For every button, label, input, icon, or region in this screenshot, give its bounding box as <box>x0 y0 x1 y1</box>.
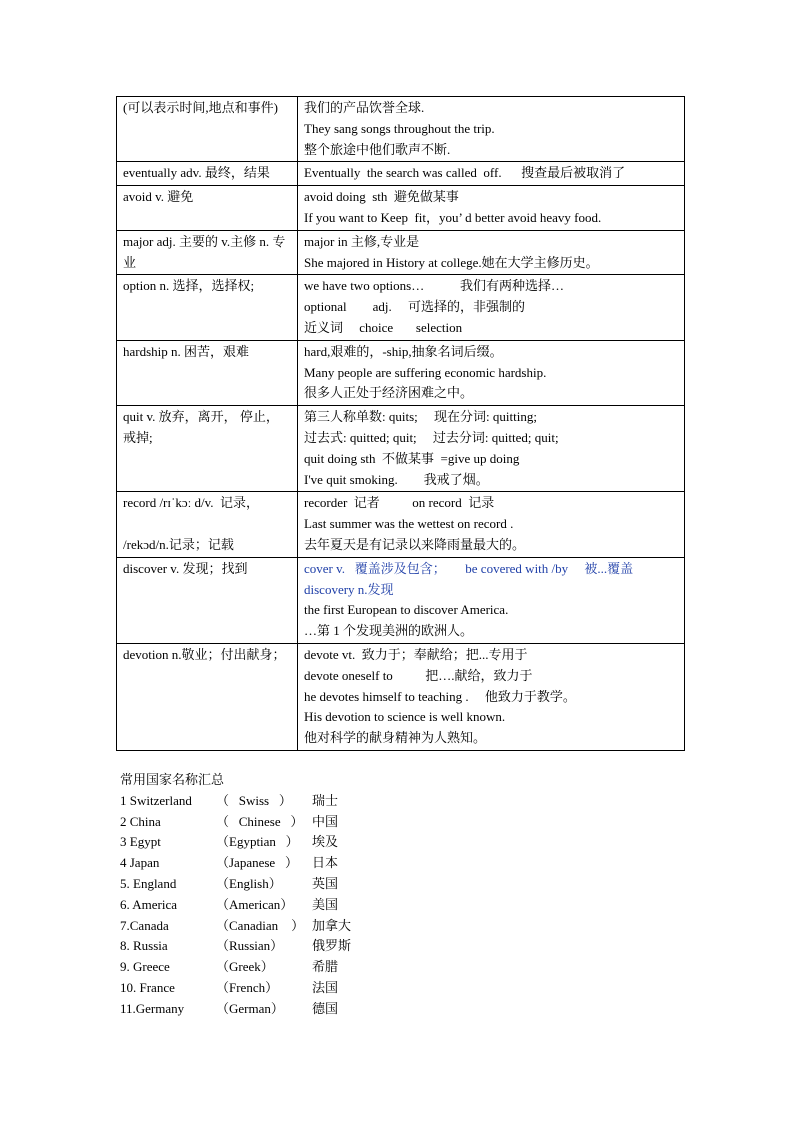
vocab-note-line: major in 主修,专业是 <box>304 233 420 249</box>
vocab-note-line: I've quit smoking. 我戒了烟。 <box>304 471 489 487</box>
vocab-note-line: discovery n.发现 <box>304 581 394 597</box>
vocab-word-line: record /rɪˈkɔː d/v. 记录， <box>123 495 259 511</box>
vocab-row <box>117 230 685 275</box>
vocab-notes-cell <box>298 406 685 492</box>
country-names-section <box>120 770 352 1020</box>
country-chinese-name: 中国 <box>312 813 339 829</box>
vocab-word-line: major adj. 主要的 v.主修 n. 专业 <box>123 233 286 270</box>
vocab-note-line: …第 1 个发现美洲的欧洲人。 <box>304 623 474 639</box>
country-english-name: 7.Canada <box>120 917 169 933</box>
vocab-word-cell <box>117 557 298 643</box>
vocab-notes-cell <box>298 230 685 275</box>
vocab-word-cell <box>117 406 298 492</box>
country-adjective: （Canadian ） <box>216 917 305 933</box>
vocab-notes-cell <box>298 97 685 162</box>
country-names-title: 常用国家名称汇总 <box>120 772 225 787</box>
vocab-note-line: the first European to discover America. <box>304 602 509 618</box>
country-row <box>120 957 339 978</box>
country-row <box>120 916 352 937</box>
vocab-word-line: eventually adv. 最终，结果 <box>123 165 270 181</box>
vocab-word-line: /rekɔd/n.记录；记载 <box>123 536 234 552</box>
vocab-note-line: Many people are suffering economic hardship. <box>304 364 547 380</box>
country-adjective: （Greek） <box>216 959 274 975</box>
vocab-notes-cell <box>298 643 685 750</box>
vocab-note-line: 他对科学的献身精神为人熟知。 <box>304 730 487 746</box>
vocab-note-line: hard,艰难的，-ship,抽象名词后缀。 <box>304 343 503 359</box>
country-adjective: （ Swiss ） <box>216 792 292 808</box>
vocab-row <box>117 643 685 750</box>
country-english-name: 2 China <box>120 813 161 829</box>
country-chinese-name: 美国 <box>312 896 339 912</box>
country-adjective: （English） <box>216 875 282 891</box>
vocab-note-line: Last summer was the wettest on record . <box>304 516 514 532</box>
vocab-word-line: avoid v. 避免 <box>123 189 194 205</box>
country-adjective: （American） <box>216 896 294 912</box>
vocab-note-line: 我们的产品饮誉全球. <box>304 100 425 115</box>
vocab-note-line: They sang songs throughout the trip. <box>304 120 495 136</box>
vocab-word-line: (可以表示时间,地点和事件) <box>123 100 278 115</box>
country-row <box>120 999 339 1020</box>
vocab-note-line: optional adj. 可选择的，非强制的 <box>304 299 525 315</box>
vocab-notes-cell <box>298 162 685 186</box>
vocab-note-line: avoid doing sth 避免做某事 <box>304 189 459 205</box>
country-list <box>120 791 352 1020</box>
country-row <box>120 895 339 916</box>
vocab-notes-cell <box>298 275 685 340</box>
vocab-word-cell <box>117 340 298 405</box>
vocab-word-line: discover v. 发现；找到 <box>123 560 248 576</box>
vocab-note-line: Eventually the search was called off. 搜查最后被取消了 <box>304 165 626 181</box>
vocab-note-line: devote vt. 致力于；奉献给；把...专用于 <box>304 646 528 662</box>
vocab-word-line: hardship n. 困苦，艰难 <box>123 343 250 359</box>
vocab-word-cell <box>117 97 298 162</box>
vocab-word-line: option n. 选择，选择权; <box>123 278 255 294</box>
country-adjective: （Japanese ） <box>216 855 298 871</box>
country-english-name: 9. Greece <box>120 959 170 975</box>
country-adjective: （ Chinese ） <box>216 813 304 829</box>
country-chinese-name: 法国 <box>312 979 339 995</box>
country-row <box>120 812 339 833</box>
vocab-note-line: His devotion to science is well known. <box>304 709 506 725</box>
vocab-row <box>117 186 685 231</box>
country-english-name: 4 Japan <box>120 855 160 871</box>
vocab-note-line: recorder 记者 on record 记录 <box>304 495 495 511</box>
vocab-note-line: 第三人称单数: quits; 现在分词: quitting; <box>304 409 537 425</box>
vocab-note-line: he devotes himself to teaching . 他致力于教学。 <box>304 688 576 704</box>
vocab-word-cell <box>117 230 298 275</box>
country-adjective: （Russian） <box>216 938 284 954</box>
country-chinese-name: 瑞士 <box>312 792 339 808</box>
country-chinese-name: 加拿大 <box>312 917 352 933</box>
vocab-word-line: quit v. 放弃，离开， 停止，戒掉; <box>123 409 279 445</box>
vocab-word-line <box>123 514 291 535</box>
country-english-name: 11.Germany <box>120 1000 185 1016</box>
country-english-name: 8. Russia <box>120 938 168 954</box>
vocab-word-cell <box>117 162 298 186</box>
vocab-note-line: She majored in History at college.她在大学主修历史。 <box>304 254 599 270</box>
vocab-note-line: 整个旅途中他们歌声不断. <box>304 141 451 157</box>
country-english-name: 3 Egypt <box>120 834 161 850</box>
country-english-name: 1 Switzerland <box>120 792 192 808</box>
vocab-notes-cell <box>298 492 685 557</box>
country-english-name: 5. England <box>120 875 177 891</box>
vocab-note-line: devote oneself to 把….献给，致力于 <box>304 667 533 683</box>
vocab-note-line: If you want to Keep fit，you’ d better avoid heavy food. <box>304 209 602 225</box>
vocabulary-table <box>116 96 685 751</box>
vocab-note-line: 很多人正处于经济困难之中。 <box>304 385 474 401</box>
country-adjective: （German） <box>216 1000 284 1016</box>
vocab-row <box>117 97 685 162</box>
country-row <box>120 832 339 853</box>
vocab-notes-cell <box>298 340 685 405</box>
vocab-note-line: 过去式: quitted; quit; 过去分词: quitted; quit; <box>304 429 559 445</box>
country-adjective: （Egyptian ） <box>216 834 299 850</box>
country-chinese-name: 日本 <box>312 855 339 871</box>
country-english-name: 10. France <box>120 979 175 995</box>
vocab-row <box>117 406 685 492</box>
vocab-word-cell <box>117 275 298 340</box>
country-row <box>120 853 339 874</box>
vocab-row <box>117 492 685 557</box>
vocab-row <box>117 275 685 340</box>
vocab-notes-cell <box>298 186 685 231</box>
vocab-note-line: we have two options… 我们有两种选择… <box>304 278 564 294</box>
vocab-note-line: cover v. 覆盖涉及包含； be covered with /by 被...覆盖 <box>304 560 634 576</box>
country-chinese-name: 俄罗斯 <box>312 938 352 954</box>
country-chinese-name: 埃及 <box>312 834 339 850</box>
vocab-note-line: 去年夏天是有记录以来降雨量最大的。 <box>304 536 526 552</box>
country-row <box>120 791 339 812</box>
vocab-word-line: devotion n.敬业；付出献身； <box>123 646 286 662</box>
country-row <box>120 978 339 999</box>
vocab-note-line: 近义词 choice selection <box>304 319 463 335</box>
vocab-note-line: quit doing sth 不做某事 =give up doing <box>304 450 520 466</box>
country-adjective: （French） <box>216 979 279 995</box>
vocab-word-cell <box>117 643 298 750</box>
country-chinese-name: 英国 <box>312 875 339 891</box>
country-chinese-name: 希腊 <box>312 959 339 975</box>
country-row <box>120 874 339 895</box>
vocab-row <box>117 162 685 186</box>
country-chinese-name: 德国 <box>312 1000 339 1016</box>
vocab-notes-cell <box>298 557 685 643</box>
vocab-row <box>117 340 685 405</box>
vocab-row <box>117 557 685 643</box>
vocabulary-table-body <box>117 97 685 751</box>
country-english-name: 6. America <box>120 896 178 912</box>
vocab-word-cell <box>117 186 298 231</box>
vocab-word-cell <box>117 492 298 557</box>
country-row <box>120 936 352 957</box>
